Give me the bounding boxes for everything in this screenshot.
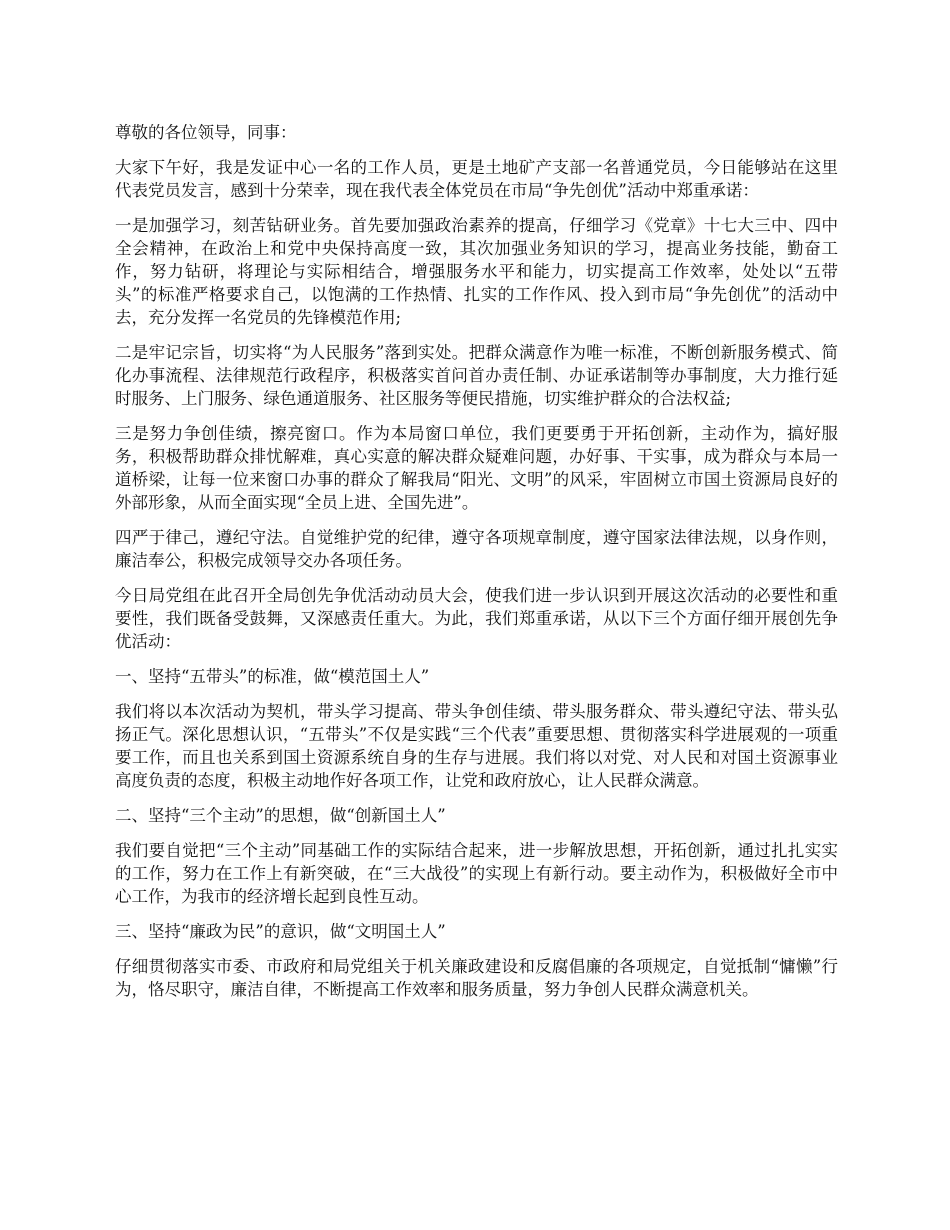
section-body-1: 我们将以本次活动为契机，带头学习提高、带头争创佳绩、带头服务群众、带头遵纪守法、带头弘扬正气。深化思想认识，“五带头”不仅是实践“三个代表”重要思想、贯彻落实科学进展观的一项重要工作，而且也关系到国土资源系统自身的生存与进展。我们将以对党、对人民和对国土资源事业高度负责的态度，积极主动地作好各项工作，让党和政府放心，让人民群众满意。: [115, 702, 838, 790]
section-heading-2: 二、坚持“三个主动”的思想，做“创新国土人”: [115, 806, 446, 825]
section-body-3: 仔细贯彻落实市委、市政府和局党组关于机关廉政建设和反腐倡廉的各项规定，自觉抵制“慵懒”行为，恪尽职守，廉洁自律，不断提高工作效率和服务质量，努力争创人民群众满意机关。: [115, 957, 838, 999]
section-heading-1: 一、坚持“五带头”的标准，做“模范国土人”: [115, 667, 430, 686]
paragraph-pledge-1: 一是加强学习，刻苦钻研业务。首先要加强政治素养的提高，仔细学习《党章》十七大三中、四中全会精神，在政治上和党中央保持高度一致，其次加强业务知识的学习，提高业务技能，勤奋工作，努力钻研，将理论与实际相结合，增强服务水平和能力，切实提高工作效率，处处以“五带头”的标准严格要求自己，以饱满的工作热情、扎实的工作作风、投入到市局“争先创优”的活动中去，充分发挥一名党员的先锋模范作用;: [115, 216, 838, 327]
paragraph-intro: 大家下午好，我是发证中心一名的工作人员，更是土地矿产支部一名普通党员，今日能够站在这里代表党员发言，感到十分荣幸，现在我代表全体党员在市局“争先创优”活动中郑重承诺：: [115, 158, 838, 200]
paragraph-activity: 今日局党组在此召开全局创先争优活动动员大会，使我们进一步认识到开展这次活动的必要性和重要性，我们既备受鼓舞，又深感责任重大。为此，我们郑重承诺，从以下三个方面仔细开展创先争优活动：: [115, 586, 838, 651]
greeting: 尊敬的各位领导，同事：: [115, 123, 297, 142]
document-body: [115, 121, 838, 1013]
section-body-2: 我们要自觉把“三个主动”同基础工作的实际结合起来，进一步解放思想，开拓创新，通过扎扎实实的工作，努力在工作上有新突破，在“三大战役”的实现上有新行动。要主动作为，积极做好全市中心工作，为我市的经济增长起到良性互动。: [115, 841, 838, 906]
section-heading-3: 三、坚持“廉政为民”的意识，做“文明国土人”: [115, 922, 446, 941]
paragraph-pledge-2: 二是牢记宗旨，切实将“为人民服务”落到实处。把群众满意作为唯一标准，不断创新服务模式、简化办事流程、法律规范行政程序，积极落实首问首办责任制、办证承诺制等办事制度，大力推行延时服务、上门服务、绿色通道服务、社区服务等便民措施，切实维护群众的合法权益;: [115, 343, 838, 408]
paragraph-pledge-4: 四严于律己，遵纪守法。自觉维护党的纪律，遵守各项规章制度，遵守国家法律法规，以身作则，廉洁奉公，积极完成领导交办各项任务。: [115, 528, 838, 570]
paragraph-pledge-3: 三是努力争创佳绩，擦亮窗口。作为本局窗口单位，我们更要勇于开拓创新，主动作为，搞好服务，积极帮助群众排忧解难，真心实意的解决群众疑难问题，办好事、干实事，成为群众与本局一道桥梁，让每一位来窗口办事的群众了解我局“阳光、文明”的风采，牢固树立市国土资源局良好的外部形象，从而全面实现“全员上进、全国先进”。: [115, 424, 838, 512]
